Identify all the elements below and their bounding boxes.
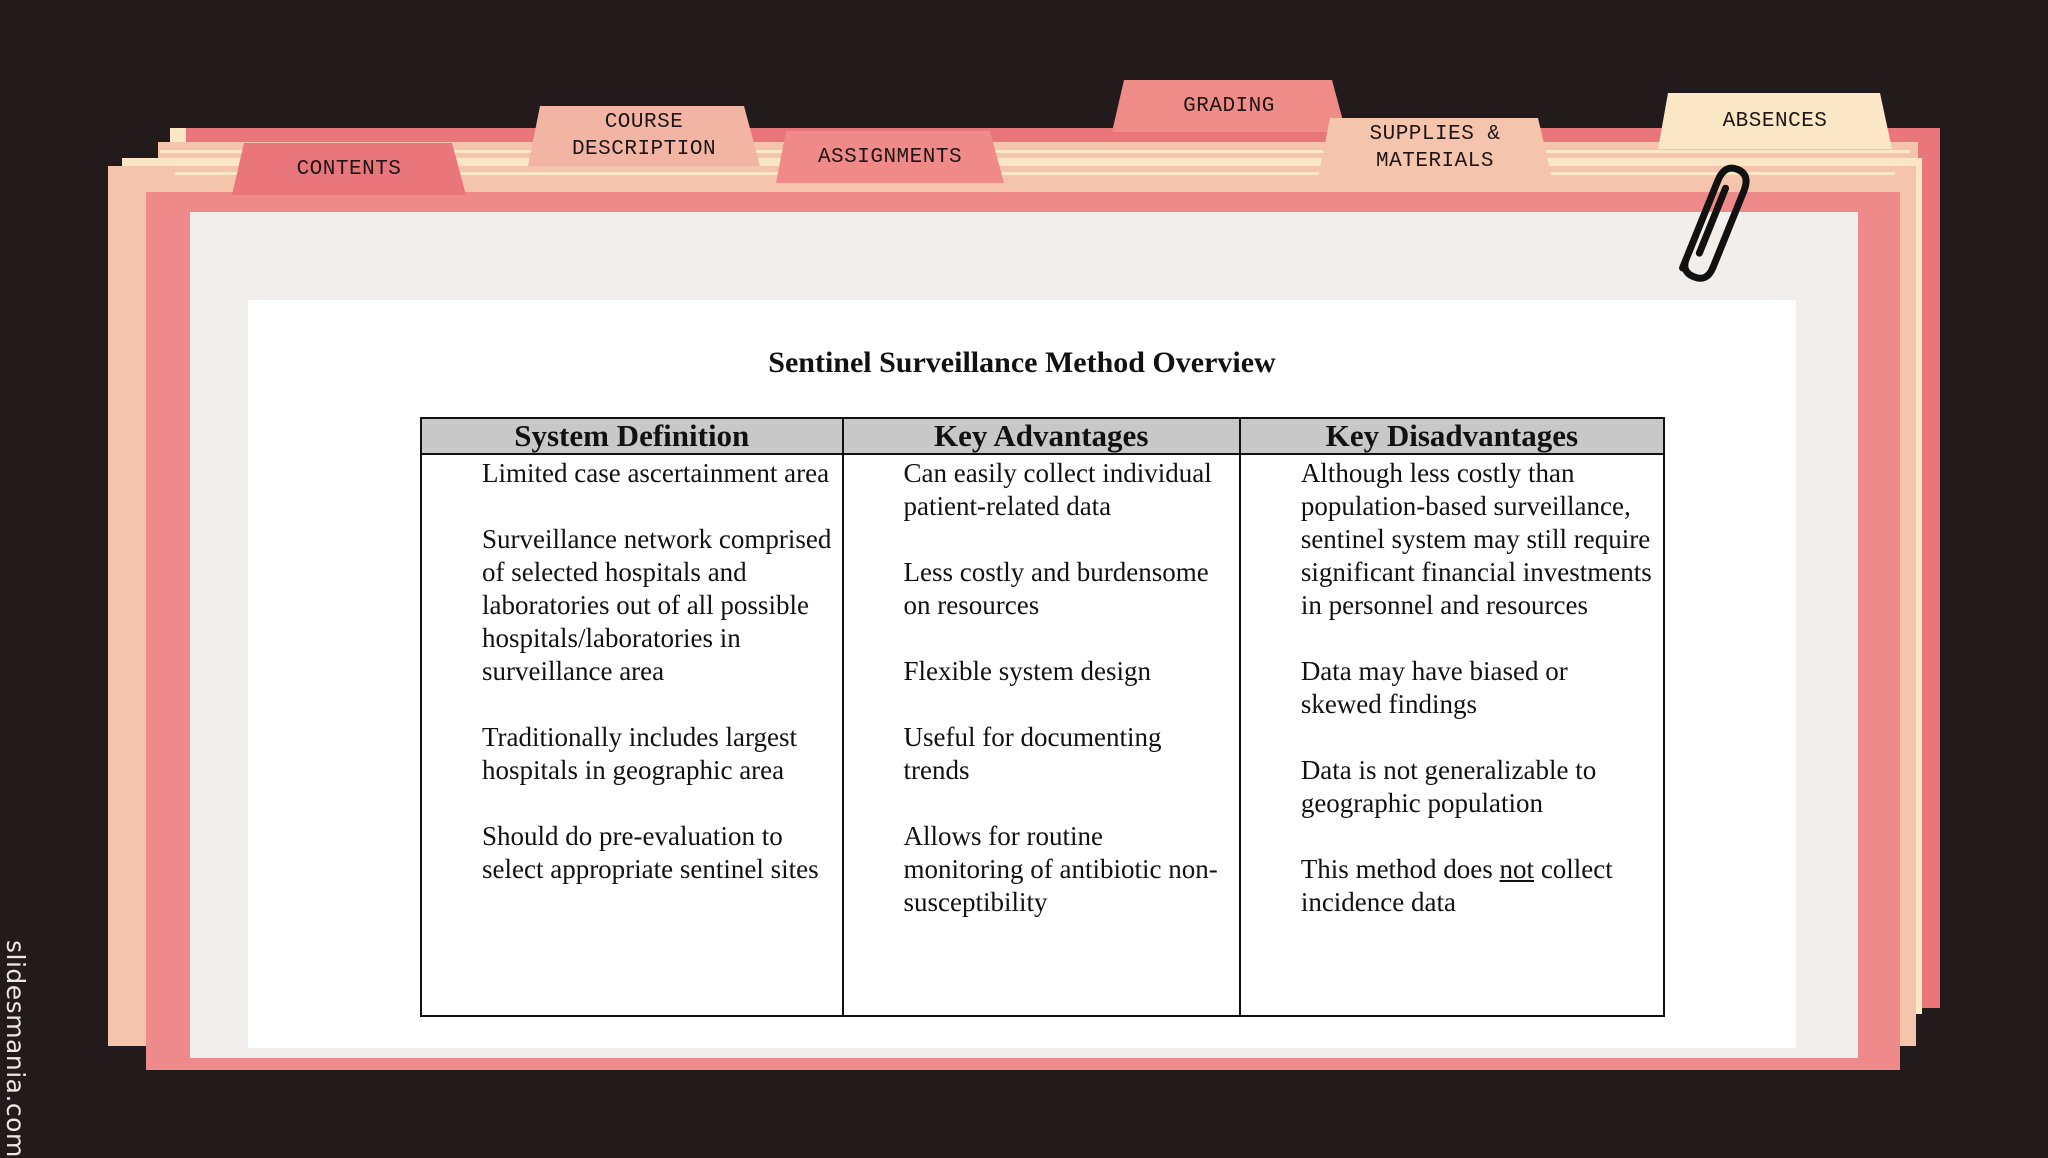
list-item bbox=[1301, 853, 1653, 919]
list-item: Flexible system design bbox=[903, 656, 1152, 686]
paperclip-icon bbox=[1668, 156, 1758, 288]
column-header: System Definition bbox=[421, 418, 843, 454]
tab-label: SUPPLIES & MATERIALS bbox=[1369, 123, 1501, 173]
table-cell-key-disadvantages bbox=[1240, 454, 1664, 1016]
tab-assignments[interactable] bbox=[776, 131, 1004, 183]
list-item: Allows for routine monitoring of antibiotic non-susceptibility bbox=[903, 821, 1218, 917]
table-cell-system-definition bbox=[421, 454, 843, 1016]
underlined-word: not bbox=[1499, 854, 1535, 884]
column-header: Key Disadvantages bbox=[1240, 418, 1664, 454]
document-title: Sentinel Surveillance Method Overview bbox=[768, 346, 1276, 379]
list-item: Traditionally includes largest hospitals in geographic area bbox=[482, 722, 797, 785]
list-item: Limited case ascertainment area bbox=[482, 458, 830, 488]
tab-grading[interactable] bbox=[1112, 80, 1346, 132]
table-header-row bbox=[421, 418, 1664, 454]
list-item: Although less costly than population-based surveillance, sentinel system may still require significant financial investments in personnel and resources bbox=[1300, 458, 1652, 620]
tab-label: ASSIGNMENTS bbox=[817, 145, 963, 169]
tab-contents[interactable] bbox=[232, 143, 466, 195]
tab-label: ABSENCES bbox=[1722, 109, 1828, 133]
text-fragment: collect incidence data bbox=[1300, 854, 1613, 917]
text-fragment: This method does bbox=[1300, 854, 1500, 884]
column-header: Key Advantages bbox=[843, 418, 1240, 454]
document-page bbox=[248, 300, 1796, 1048]
list-item: Should do pre-evaluation to select appropriate sentinel sites bbox=[482, 821, 819, 884]
list-item: Data is not generalizable to geographic population bbox=[1300, 755, 1597, 818]
tab-label: CONTENTS bbox=[296, 157, 402, 181]
tab-label: COURSE DESCRIPTION bbox=[571, 111, 717, 161]
table-row bbox=[421, 454, 1664, 1016]
tab-absences[interactable] bbox=[1658, 93, 1892, 149]
list-item: Surveillance network comprised of selected hospitals and laboratories out of all possible hospitals/laboratories in surveillance area bbox=[482, 524, 832, 686]
tab-supplies-materials[interactable] bbox=[1318, 118, 1552, 178]
list-item: Useful for documenting trends bbox=[903, 722, 1162, 785]
table-cell-key-advantages bbox=[843, 454, 1240, 1016]
list-item: Data may have biased or skewed findings bbox=[1300, 656, 1568, 719]
overview-table bbox=[420, 417, 1665, 1017]
list-item: Can easily collect individual patient-related data bbox=[903, 458, 1212, 521]
list-item: Less costly and burdensome on resources bbox=[903, 557, 1209, 620]
watermark-text: slidesmania.com bbox=[1, 940, 30, 1158]
tab-label: GRADING bbox=[1183, 94, 1275, 118]
tab-course-description[interactable] bbox=[528, 106, 760, 166]
